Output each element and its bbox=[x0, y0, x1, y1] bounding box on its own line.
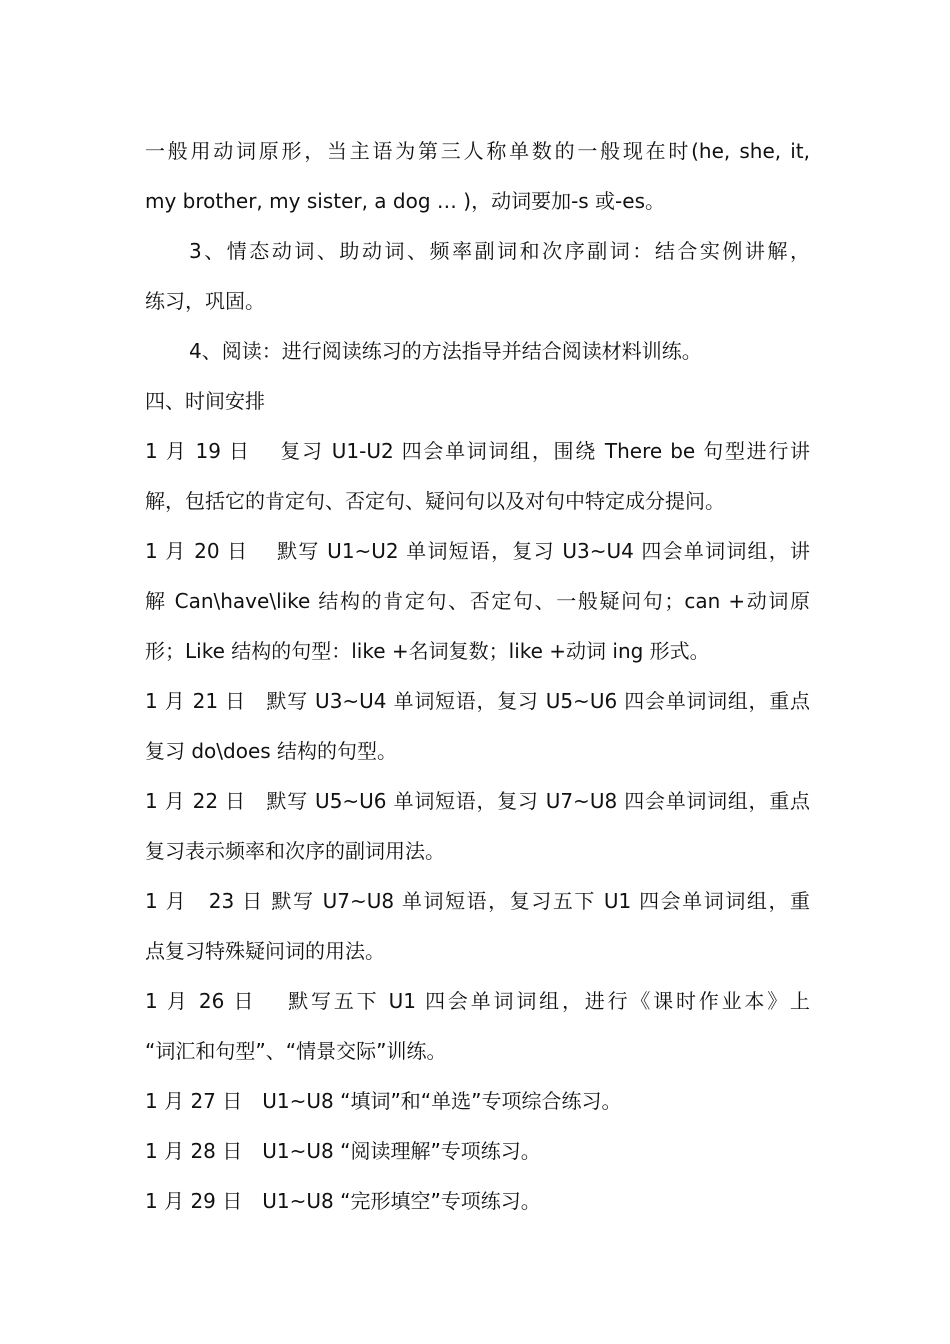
schedule-line: 1 月 26 日 默写五下 U1 四会单词词组，进行《课时作业本》上 bbox=[145, 989, 810, 1013]
schedule-line: 1 月 20 日 默写 U1~U2 单词短语，复习 U3~U4 四会单词词组，讲 bbox=[145, 539, 810, 563]
schedule-line: 1 月 27 日 U1~U8 “填词”和“单选”专项综合练习。 bbox=[145, 1089, 622, 1113]
text-line: 3、情态动词、助动词、频率副词和次序副词：结合实例讲解， bbox=[189, 239, 810, 263]
text-line: “词汇和句型”、“情景交际”训练。 bbox=[145, 1039, 447, 1063]
schedule-line: 1 月 21 日 默写 U3~U4 单词短语，复习 U5~U6 四会单词词组，重点 bbox=[145, 689, 810, 713]
document-body bbox=[145, 126, 810, 1226]
text-line: 一般用动词原形，当主语为第三人称单数的一般现在时(he, she, it, bbox=[145, 139, 810, 163]
text-line: 练习，巩固。 bbox=[145, 289, 265, 313]
text-line: 复习 do\does 结构的句型。 bbox=[145, 739, 398, 763]
schedule-line: 1 月 28 日 U1~U8 “阅读理解”专项练习。 bbox=[145, 1139, 541, 1163]
schedule-line: 1 月 22 日 默写 U5~U6 单词短语，复习 U7~U8 四会单词词组，重点 bbox=[145, 789, 810, 813]
text-line: 点复习特殊疑问词的用法。 bbox=[145, 939, 385, 963]
text-line: 解，包括它的肯定句、否定句、疑问句以及对句中特定成分提问。 bbox=[145, 489, 725, 513]
text-line: 复习表示频率和次序的副词用法。 bbox=[145, 839, 445, 863]
schedule-line: 1 月 29 日 U1~U8 “完形填空”专项练习。 bbox=[145, 1189, 541, 1213]
schedule-line: 1 月 19 日 复习 U1-U2 四会单词词组，围绕 There be 句型进行讲 bbox=[145, 439, 810, 463]
schedule-line: 1 月 23 日 默写 U7~U8 单词短语，复习五下 U1 四会单词词组，重 bbox=[145, 889, 810, 913]
section-heading: 四、时间安排 bbox=[145, 389, 265, 413]
text-line: 解 Can\have\like 结构的肯定句、否定句、一般疑问句；can +动词原 bbox=[145, 589, 810, 613]
text-line: 4、阅读：进行阅读练习的方法指导并结合阅读材料训练。 bbox=[189, 339, 702, 363]
text-line: 形；Like 结构的句型：like +名词复数；like +动词 ing 形式。 bbox=[145, 639, 710, 663]
text-line: my brother, my sister, a dog … )，动词要加-s 或-es。 bbox=[145, 189, 665, 213]
